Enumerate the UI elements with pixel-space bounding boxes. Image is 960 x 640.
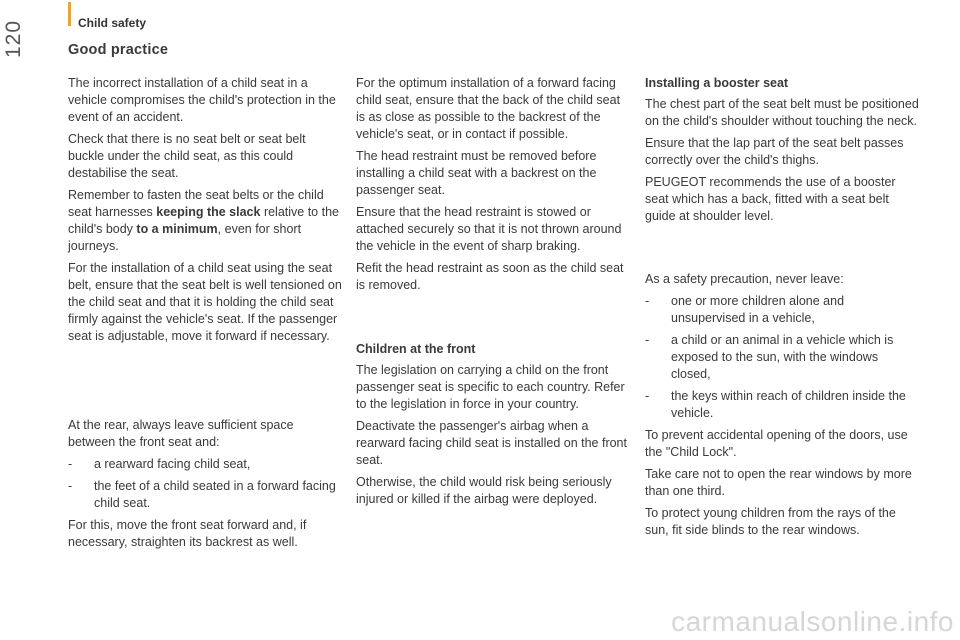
list-item [645, 332, 920, 383]
emphasis-keeping-slack: keeping the slack [156, 205, 261, 219]
safety-precaution-block [645, 271, 920, 544]
paragraph-seat-belt-tension: For the installation of a child seat using the seat belt, ensure that the seat belt is well tensioned on the child seat and that it is holding the child seat firmly against the vehicle's seat. If the passenger seat is adjustable, move it forward if necessary. [68, 261, 342, 343]
list-item-text: a rearward facing child seat, [94, 457, 251, 471]
list-item [645, 293, 920, 327]
heading-booster-seat: Installing a booster seat [645, 76, 789, 90]
paragraph-head-restraint-stowed: Ensure that the head restraint is stowed or attached securely so that it is not thrown around the vehicle in the event of sharp braking. [356, 205, 622, 253]
paragraph-side-blinds: To protect young children from the rays of the sun, fit side blinds to the rear windows. [645, 506, 896, 537]
paragraph-incorrect-installation: The incorrect installation of a child seat in a vehicle compromises the child's protection in the event of an accident. [68, 76, 336, 124]
paragraph-check-seat-belt: Check that there is no seat belt or seat belt buckle under the child seat, as this could destabilise the seat. [68, 132, 306, 180]
page-number: 120 [2, 19, 25, 58]
list-item-text: one or more children alone and unsupervised in a vehicle, [671, 294, 845, 325]
paragraph-legislation: The legislation on carrying a child on the front passenger seat is specific to each country. Refer to the legislation in force in your country. [356, 363, 625, 411]
watermark-text: carmanualsonline.info [671, 606, 954, 637]
list-item [645, 388, 920, 422]
text-fragment: relative to the child's body [68, 205, 339, 236]
paragraph-rear-intro: At the rear, always leave sufficient space between the front seat and: [68, 418, 294, 449]
heading-children-front: Children at the front [356, 342, 476, 356]
paragraph-airbag-risk: Otherwise, the child would risk being seriously injured or killed if the airbag were deployed. [356, 475, 612, 506]
section-accent-bar [68, 2, 71, 26]
list-item [68, 478, 343, 512]
dash-bullet: - [645, 389, 650, 403]
paragraph-deactivate-airbag: Deactivate the passenger's airbag when a rearward facing child seat is installed on the front seat. [356, 419, 627, 467]
column-middle [356, 75, 628, 299]
rear-space-block [68, 417, 343, 556]
paragraph-child-lock: To prevent accidental opening of the doors, use the "Child Lock". [645, 428, 908, 459]
list-item-text: the feet of a child seated in a forward facing child seat. [94, 479, 336, 510]
column-left [68, 75, 343, 350]
paragraph-rear-windows: Take care not to open the rear windows by more than one third. [645, 467, 912, 498]
paragraph-safety-intro: As a safety precaution, never leave: [645, 272, 844, 286]
paragraph-chest-belt: The chest part of the seat belt must be positioned on the child's shoulder without touching the neck. [645, 97, 919, 128]
dash-bullet: - [68, 479, 73, 493]
children-front-block [356, 341, 628, 513]
paragraph-optimum-installation: For the optimum installation of a forward facing child seat, ensure that the back of the child seat is as close as possible to the backrest of the vehicle's seat, or in contact if possible. [356, 76, 621, 141]
dash-bullet: - [68, 457, 73, 471]
paragraph-refit-head-restraint: Refit the head restraint as soon as the child seat is removed. [356, 261, 624, 292]
column-right [645, 75, 920, 230]
emphasis-to-a-minimum: to a minimum [136, 222, 218, 236]
paragraph-lap-belt: Ensure that the lap part of the seat belt passes correctly over the child's thighs. [645, 136, 904, 167]
list-item-text: the keys within reach of children inside the vehicle. [671, 389, 906, 420]
dash-bullet: - [645, 294, 650, 308]
paragraph-rear-outro: For this, move the front seat forward and, if necessary, straighten its backrest as well. [68, 518, 307, 549]
paragraph-head-restraint-removed: The head restraint must be removed before installing a child seat with a backrest on the passenger seat. [356, 149, 597, 197]
section-header: Child safety [78, 16, 147, 30]
page-title: Good practice [68, 42, 169, 58]
paragraph-peugeot-recommends: PEUGEOT recommends the use of a booster seat which has a back, fitted with a seat belt guide at shoulder level. [645, 175, 896, 223]
text-fragment: Remember to fasten the seat belts or the child seat harnesses [68, 188, 324, 219]
list-item-text: a child or an animal in a vehicle which is exposed to the sun, with the windows closed, [671, 333, 894, 381]
list-item [68, 456, 343, 473]
dash-bullet: - [645, 333, 650, 347]
paragraph-fasten-seat-belts [68, 187, 343, 255]
text-fragment: , even for short journeys. [68, 222, 302, 253]
